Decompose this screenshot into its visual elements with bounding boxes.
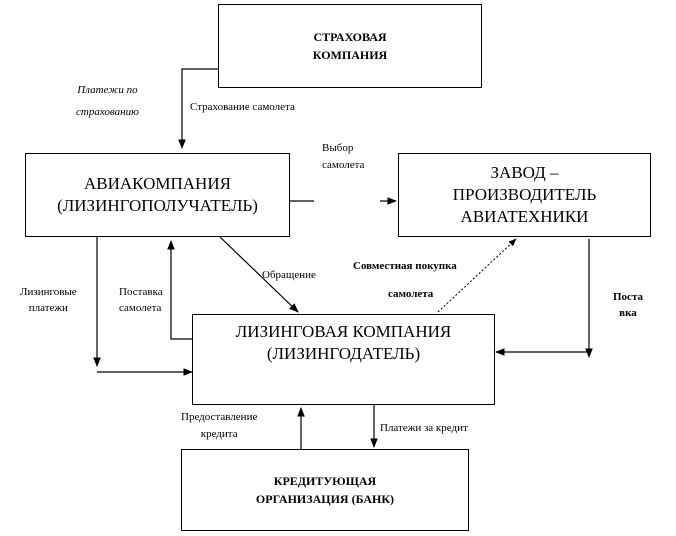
factory-title: ЗАВОД – ПРОИЗВОДИТЕЛЬ АВИАТЕХНИКИ: [452, 163, 597, 226]
airline-title: АВИАКОМПАНИЯ (ЛИЗИНГОПОЛУЧАТЕЛЬ): [57, 174, 258, 215]
aircraft-insurance-label: Страхование самолета: [190, 101, 295, 113]
joint-purchase-label-2: самолета: [388, 288, 434, 300]
credit-provision-label: Предоставление кредита: [181, 411, 258, 440]
leasing-payments-label: Лизинговые платежи: [20, 286, 77, 314]
factory-box: [398, 153, 651, 237]
joint-purchase-label-1: Совместная покупка: [353, 260, 457, 272]
bank-title: КРЕДИТУЮЩАЯ ОРГАНИЗАЦИЯ (БАНК): [255, 474, 395, 506]
insurance-payments-label: Платежи по страхованию: [76, 84, 139, 118]
aircraft-delivery-arrow: [171, 241, 192, 339]
insurance-company-box: [218, 4, 482, 88]
airline-box: [25, 153, 290, 237]
joint-purchase-arrow: [438, 239, 516, 312]
credit-payments-label: Платежи за кредит: [380, 422, 468, 434]
leasing-company-title: ЛИЗИНГОВАЯ КОМПАНИЯ (ЛИЗИНГОДАТЕЛЬ): [235, 322, 452, 363]
aircraft-delivery-label: Поставка самолета: [119, 286, 163, 314]
bank-box: [181, 449, 469, 531]
aircraft-choice-label: Выбор самолета: [322, 142, 365, 171]
insurance-company-title: СТРАХОВАЯ КОМПАНИЯ: [312, 30, 388, 62]
delivery-label: Поста вка: [613, 291, 643, 319]
appeal-label: Обращение: [262, 269, 316, 281]
leasing-company-box: [192, 314, 495, 405]
